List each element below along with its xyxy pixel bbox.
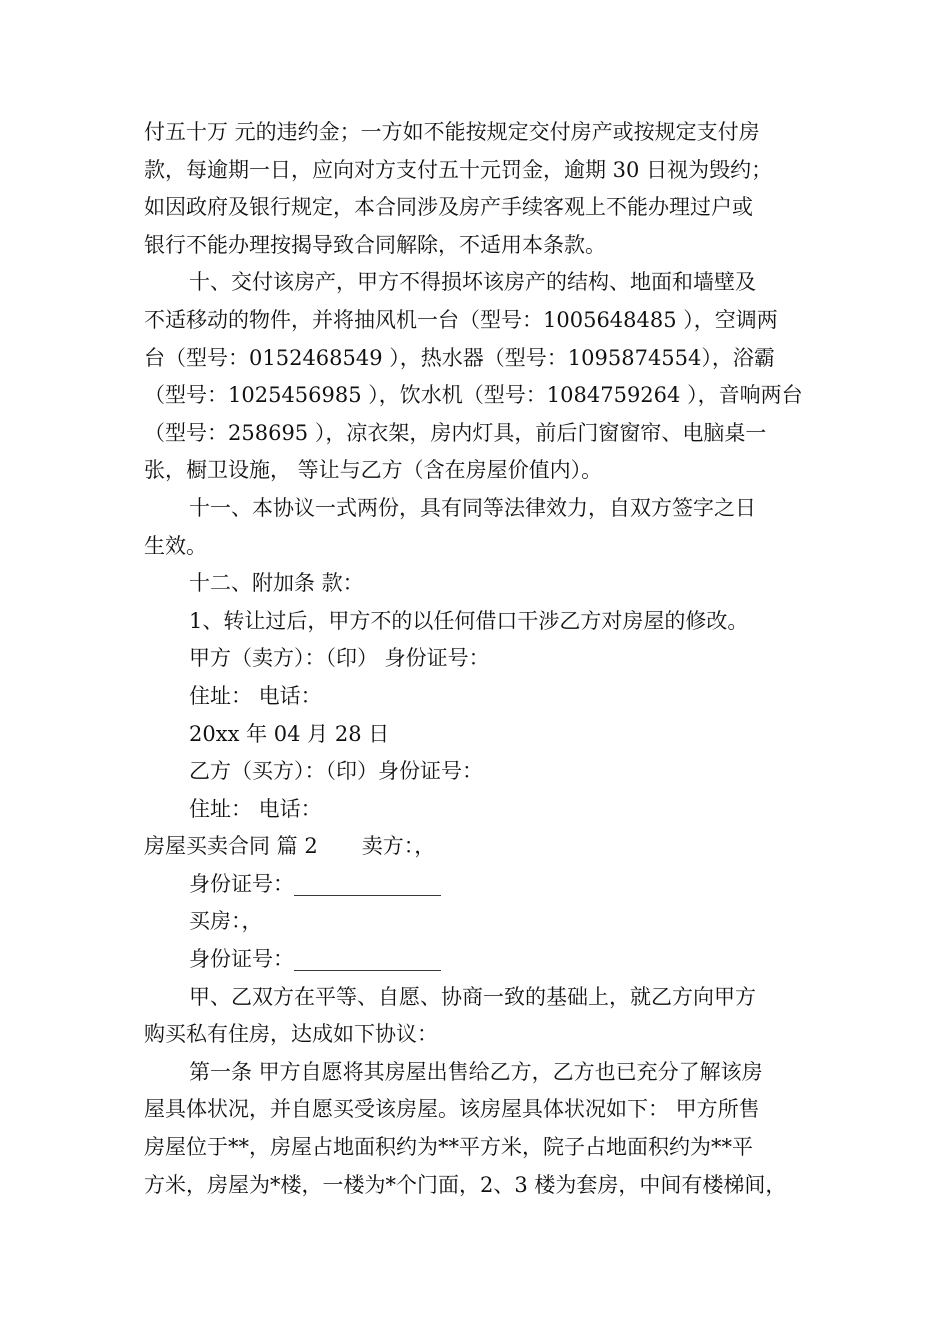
text-line: 乙方（买方）：（印）身份证号： xyxy=(189,759,483,784)
text-line: 房屋位于**，房屋占地面积约为**平方米，院子占地面积约为**平 xyxy=(144,1135,753,1160)
text-line: 如因政府及银行规定，本合同涉及房产手续客观上不能办理过户或 xyxy=(144,195,753,220)
text-line: 甲、乙双方在平等、自愿、协商一致的基础上，就乙方向甲方 xyxy=(189,984,756,1009)
text-line: 张，橱卫设施， 等让与乙方（含在房屋价值内）。 xyxy=(144,458,603,483)
text-line: 买房：， xyxy=(189,909,263,934)
contract-text-block-2 xyxy=(144,866,824,1204)
text-line: 方米，房屋为*楼，一楼为*个门面，2、3 楼为套房，中间有楼梯间， xyxy=(144,1172,787,1197)
text-line: 付五十万 元的违约金；一方如不能按规定交付房产或按规定支付房 xyxy=(144,120,760,144)
text-line: 甲方（卖方）：（印） 身份证号： xyxy=(189,646,490,671)
text-line: 银行不能办理按揭导致合同解除，不适用本条款。 xyxy=(144,232,606,257)
section-title: 房屋买卖合同 篇 2 xyxy=(144,834,318,859)
text-line: 台（型号：0152468549 ），热水器（型号：1095874554），浴霸 xyxy=(144,345,775,370)
text-line: 1、转让过后，甲方不的以任何借口干涉乙方对房屋的修改。 xyxy=(189,608,749,633)
text-line: 购买私有住房，达成如下协议： xyxy=(144,1022,438,1047)
text-line: 十一、本协议一式两份，具有同等法律效力，自双方签字之日 xyxy=(189,495,756,520)
text-line: 住址： 电话： xyxy=(189,683,322,708)
text-line: 身份证号：______________ xyxy=(189,947,441,972)
contract-text-block-1 xyxy=(144,114,824,828)
text-line: 20xx 年 04 月 28 日 xyxy=(189,721,390,746)
text-line: 不适移动的物件，并将抽风机一台（型号：1005648485 ），空调两 xyxy=(144,307,778,332)
text-line: 屋具体状况，并自愿买受该房屋。该房屋具体状况如下： 甲方所售 xyxy=(144,1097,760,1122)
document-page xyxy=(144,114,824,1204)
text-line: 住址： 电话： xyxy=(189,796,322,821)
text-line: 身份证号：______________ xyxy=(189,871,441,896)
text-line: （型号：258695 ），凉衣架，房内灯具，前后门窗窗帘、电脑桌一 xyxy=(144,420,767,445)
text-line: 生效。 xyxy=(144,533,207,558)
text-line: 十二、附加条 款： xyxy=(189,571,364,596)
text-line: （型号：1025456985 ），饮水机（型号：1084759264 ），音响两台 xyxy=(144,383,803,408)
text-line: 款，每逾期一日，应向对方支付五十元罚金，逾期 30 日视为毁约； xyxy=(144,157,773,182)
seller-label: 卖方：， xyxy=(361,834,436,859)
section-heading-line xyxy=(144,828,824,866)
text-line: 第一条 甲方自愿将其房屋出售给乙方，乙方也已充分了解该房 xyxy=(189,1059,763,1084)
text-line: 十、交付该房产，甲方不得损坏该房产的结构、地面和墙壁及 xyxy=(189,270,756,295)
